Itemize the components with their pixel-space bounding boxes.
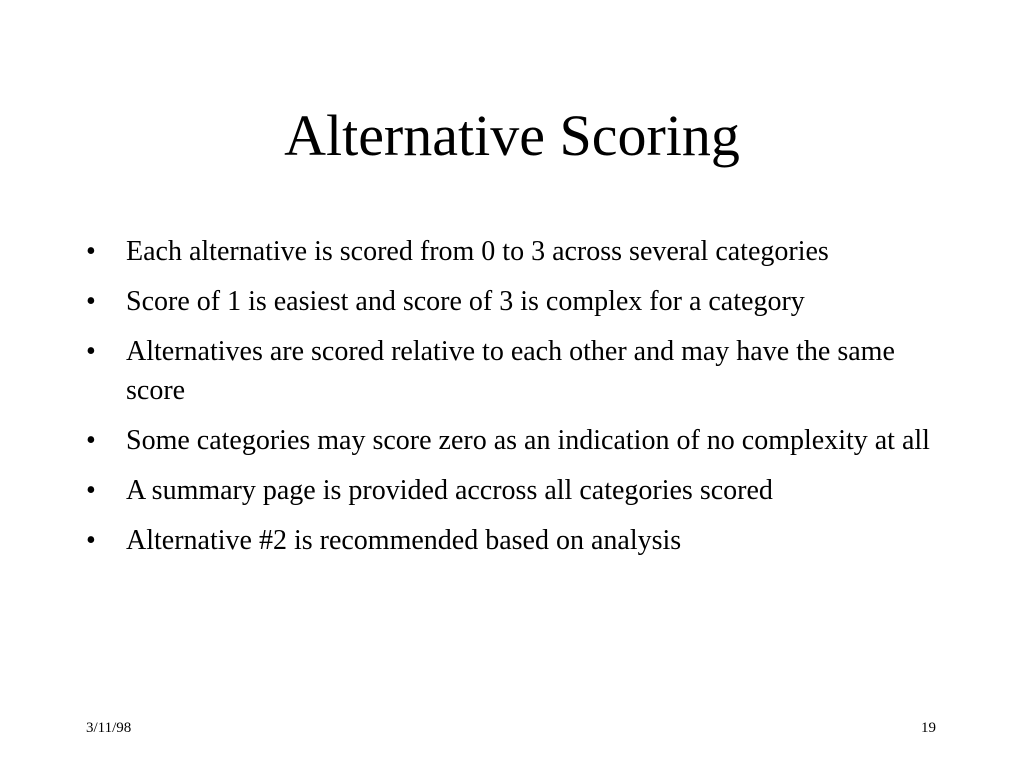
footer-page-number: 19: [921, 720, 936, 736]
bullet-list: [86, 232, 956, 571]
bullet-item: [86, 471, 956, 510]
bullet-icon: •: [86, 525, 96, 556]
bullet-text: Alternative #2 is recommended based on analysis: [126, 525, 682, 556]
bullet-text: A summary page is provided accross all categories scored: [126, 475, 773, 506]
bullet-item: [86, 282, 956, 321]
bullet-item: [86, 521, 956, 560]
bullet-icon: •: [86, 336, 96, 367]
bullet-text: Some categories may score zero as an indication of no complexity at all: [126, 425, 930, 456]
bullet-icon: •: [86, 286, 96, 317]
bullet-icon: •: [86, 236, 96, 267]
slide-title: Alternative Scoring: [284, 103, 740, 168]
bullet-text: Alternatives are scored relative to each other and may have the same score: [126, 336, 895, 406]
bullet-text: Each alternative is scored from 0 to 3 across several categories: [126, 236, 829, 267]
bullet-text: Score of 1 is easiest and score of 3 is complex for a category: [126, 286, 805, 317]
footer-date: 3/11/98: [86, 720, 132, 736]
bullet-item: [86, 332, 956, 410]
bullet-item: [86, 421, 956, 460]
bullet-item: [86, 232, 956, 271]
bullet-icon: •: [86, 425, 96, 456]
bullet-icon: •: [86, 475, 96, 506]
